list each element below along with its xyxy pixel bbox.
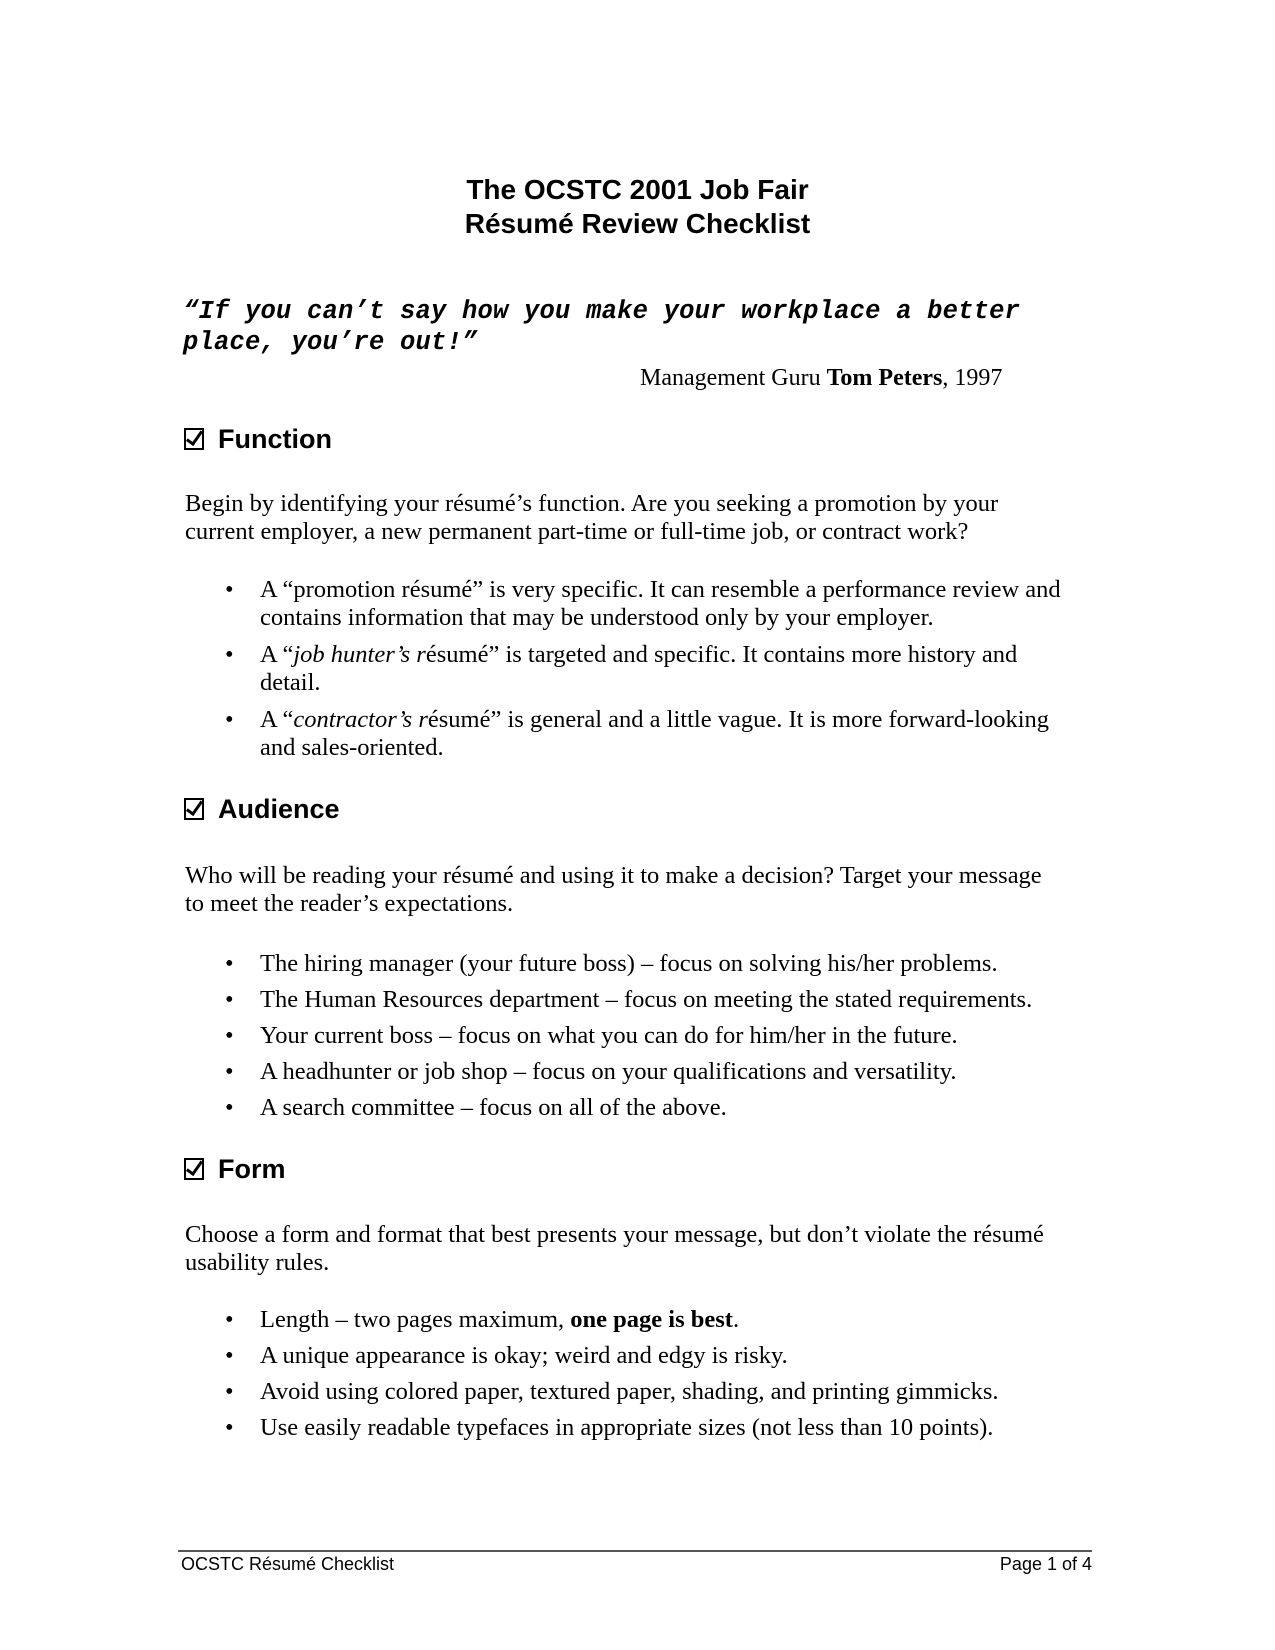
bullet-icon: • — [225, 1378, 234, 1405]
list-item-text: Avoid using colored paper, textured paper, shading, and printing gimmicks. — [260, 1378, 999, 1405]
section-body-audience-line1: Who will be reading your résumé and using it to make a decision? Target your message — [185, 862, 1042, 889]
list-item — [225, 950, 1085, 978]
list-item — [225, 641, 1085, 697]
list-item — [225, 1378, 1085, 1406]
list-item-text — [260, 1306, 1085, 1334]
list-item — [225, 1414, 1085, 1442]
bullet-icon: • — [225, 576, 234, 603]
text-run: Length – two pages maximum, — [260, 1306, 571, 1333]
document-title-line1: The OCSTC 2001 Job Fair — [466, 174, 809, 205]
section-heading-label: Function — [218, 424, 332, 454]
section-heading-label: Audience — [218, 794, 340, 824]
bullet-icon: • — [225, 950, 234, 977]
list-item-line1 — [260, 706, 1085, 734]
bullet-icon: • — [225, 1414, 234, 1441]
bullet-icon: • — [225, 986, 234, 1013]
section-heading-label: Form — [218, 1154, 286, 1184]
list-item — [225, 1022, 1085, 1050]
bullet-icon: • — [225, 1342, 234, 1369]
bold-run: one page is best — [570, 1306, 733, 1333]
list-item-line1 — [260, 641, 1085, 669]
checked-box-icon — [184, 798, 204, 820]
list-item-text: Use easily readable typefaces in appropriate sizes (not less than 10 points). — [260, 1414, 994, 1441]
bullet-icon: • — [225, 1022, 234, 1049]
list-item-text: Your current boss – focus on what you can do for him/her in the future. — [260, 1022, 958, 1049]
quote-line2: place, you’re out!” — [183, 328, 478, 357]
text-run: A “ — [260, 641, 294, 668]
italic-run: job hunter’s r — [293, 641, 426, 668]
text-run: A “ — [260, 706, 294, 733]
list-item — [225, 1306, 1085, 1334]
list-item-text: A headhunter or job shop – focus on your qualifications and versatility. — [260, 1058, 957, 1085]
checked-box-icon — [184, 428, 204, 450]
list-item — [225, 576, 1085, 632]
attribution-name: Tom Peters — [826, 365, 943, 391]
section-heading-form — [184, 1153, 286, 1185]
bullet-icon: • — [225, 1306, 234, 1333]
text-run: . — [732, 1306, 740, 1333]
bullet-icon: • — [225, 1058, 234, 1085]
list-item-line2: and sales-oriented. — [260, 734, 444, 761]
section-body-audience-line2: to meet the reader’s expectations. — [185, 890, 514, 917]
text-run: ésumé” is general and a little vague. It is more forward-looking — [427, 706, 1050, 733]
text-run: ésumé” is targeted and specific. It contains more history and — [425, 641, 1018, 668]
list-item-line2: contains information that may be understood only by your employer. — [260, 604, 934, 631]
list-item-text: The Human Resources department – focus on meeting the stated requirements. — [260, 986, 1033, 1013]
bullet-icon: • — [225, 641, 234, 668]
checked-box-icon — [184, 1158, 204, 1180]
bullet-icon: • — [225, 1094, 234, 1121]
attribution-prefix: Management Guru — [640, 365, 827, 391]
attribution-suffix: , 1997 — [942, 365, 1003, 391]
section-heading-audience — [184, 793, 340, 825]
section-body-form-line1: Choose a form and format that best presents your message, but don’t violate the résumé — [185, 1221, 1044, 1248]
list-item — [225, 986, 1085, 1014]
section-body-form-line2: usability rules. — [185, 1249, 330, 1276]
list-item-text: The hiring manager (your future boss) – focus on solving his/her problems. — [260, 950, 998, 977]
section-body-function-line1: Begin by identifying your résumé’s function. Are you seeking a promotion by your — [185, 490, 999, 517]
list-item — [225, 1058, 1085, 1086]
footer-page-number: Page 1 of 4 — [999, 1554, 1092, 1574]
list-item-text: A search committee – focus on all of the above. — [260, 1094, 727, 1121]
section-body-function-line2: current employer, a new permanent part-time or full-time job, or contract work? — [185, 518, 969, 545]
document-title-line2: Résumé Review Checklist — [464, 208, 811, 239]
footer-document-name: OCSTC Résumé Checklist — [181, 1554, 395, 1574]
list-item — [225, 706, 1085, 762]
list-item — [225, 1342, 1085, 1370]
quote-line1: “If you can’t say how you make your workplace a better — [183, 297, 1021, 326]
quote-attribution — [640, 364, 1002, 392]
bullet-icon: • — [225, 706, 234, 733]
list-item — [225, 1094, 1085, 1122]
section-heading-function — [184, 423, 332, 455]
italic-run: contractor’s r — [293, 706, 428, 733]
list-item-line1: A “promotion résumé” is very specific. It can resemble a performance review and — [260, 576, 1061, 603]
list-item-line2: detail. — [260, 669, 321, 696]
list-item-text: A unique appearance is okay; weird and edgy is risky. — [260, 1342, 788, 1369]
